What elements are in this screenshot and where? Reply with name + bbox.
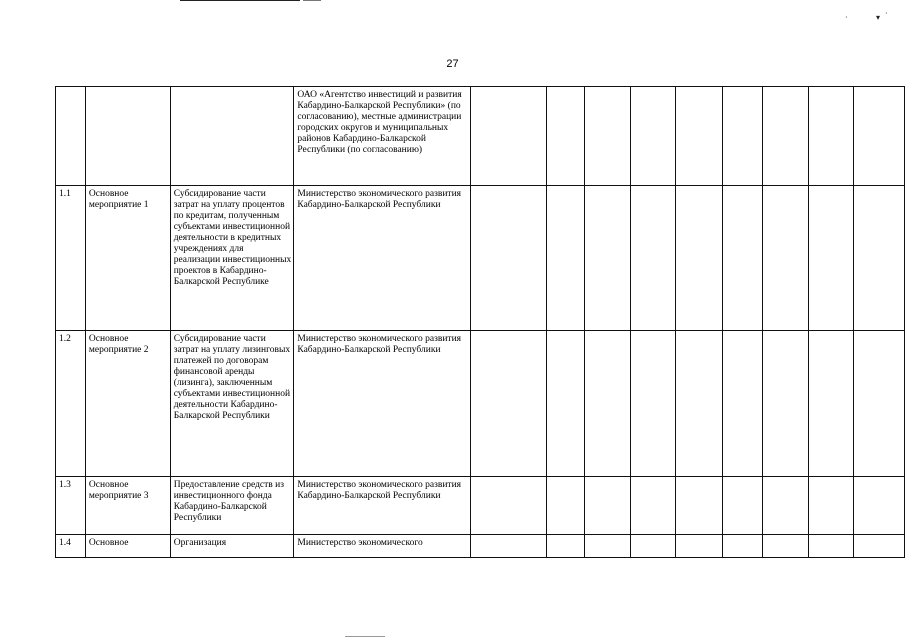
empty-cell [470,477,547,535]
table-row [56,535,905,558]
header-scan-line [180,0,300,1]
empty-cell [762,477,808,535]
table-row [56,477,905,535]
event-name [170,87,294,186]
empty-cell [630,331,676,477]
empty-cell [470,186,547,331]
empty-cell [762,186,808,331]
row-number: 1.2 [56,331,86,477]
row-number: 1.1 [56,186,86,331]
empty-cell [676,535,723,558]
empty-cell [584,477,630,535]
empty-cell [808,186,854,331]
empty-cell [630,87,676,186]
empty-cell [630,535,676,558]
empty-cell [808,87,854,186]
empty-cell [854,186,905,331]
header-scan-line-short [303,0,321,1]
event-name: Субсидирование части затрат на уплату лизинговых платежей по договорам финансовой аренды (лизинга), заключенным субъектами инвестиционной деятельности Кабардино-Балкарской Республики [170,331,294,477]
empty-cell [630,477,676,535]
executor: Министерство экономического развития Кабардино-Балкарской Республики [294,331,470,477]
empty-cell [584,87,630,186]
empty-cell [723,477,763,535]
event-type: Основное мероприятие 1 [85,186,170,331]
empty-cell [808,477,854,535]
event-type: Основное мероприятие 3 [85,477,170,535]
empty-cell [547,477,585,535]
event-name: Субсидирование части затрат на уплату процентов по кредитам, полученным субъектами инвестиционной деятельности в кредитных учреждениях для реализации инвестиционных проектов в Кабардино-Балкарской Республике [170,186,294,331]
empty-cell [676,87,723,186]
empty-cell [630,186,676,331]
empty-cell [854,331,905,477]
empty-cell [584,535,630,558]
executor: Министерство экономического развития Кабардино-Балкарской Республики [294,186,470,331]
executor: ОАО «Агентство инвестиций и развития Кабардино-Балкарской Республики» (по согласованию), местные администрации городских округов и муниципальных районов Кабардино-Балкарской Республики (по согласованию) [294,87,470,186]
empty-cell [808,331,854,477]
empty-cell [723,186,763,331]
empty-cell [676,331,723,477]
table-row [56,87,905,186]
row-number: 1.3 [56,477,86,535]
empty-cell [584,186,630,331]
empty-cell [762,535,808,558]
empty-cell [676,186,723,331]
event-name: Предоставление средств из инвестиционного фонда Кабардино-Балкарской Республики [170,477,294,535]
empty-cell [723,87,763,186]
footer-scan-line [345,636,385,637]
event-name: Организация [170,535,294,558]
scan-speck: ▾ [876,13,881,22]
empty-cell [470,535,547,558]
event-type [85,87,170,186]
empty-cell [470,87,547,186]
empty-cell [470,331,547,477]
page-number: 27 [446,58,459,70]
row-number: 1.4 [56,535,86,558]
empty-cell [723,535,763,558]
row-number [56,87,86,186]
empty-cell [547,535,585,558]
executor: Министерство экономического [294,535,470,558]
empty-cell [547,87,585,186]
empty-cell [762,87,808,186]
empty-cell [584,331,630,477]
event-type: Основное [85,535,170,558]
empty-cell [808,535,854,558]
table-row [56,186,905,331]
scan-speck: · [845,13,848,22]
program-table [55,86,905,558]
table-row [56,331,905,477]
empty-cell [547,331,585,477]
empty-cell [854,535,905,558]
event-type: Основное мероприятие 2 [85,331,170,477]
empty-cell [547,186,585,331]
scan-speck: · [885,9,888,18]
empty-cell [854,87,905,186]
empty-cell [854,477,905,535]
empty-cell [723,331,763,477]
empty-cell [676,477,723,535]
executor: Министерство экономического развития Кабардино-Балкарской Республики [294,477,470,535]
empty-cell [762,331,808,477]
